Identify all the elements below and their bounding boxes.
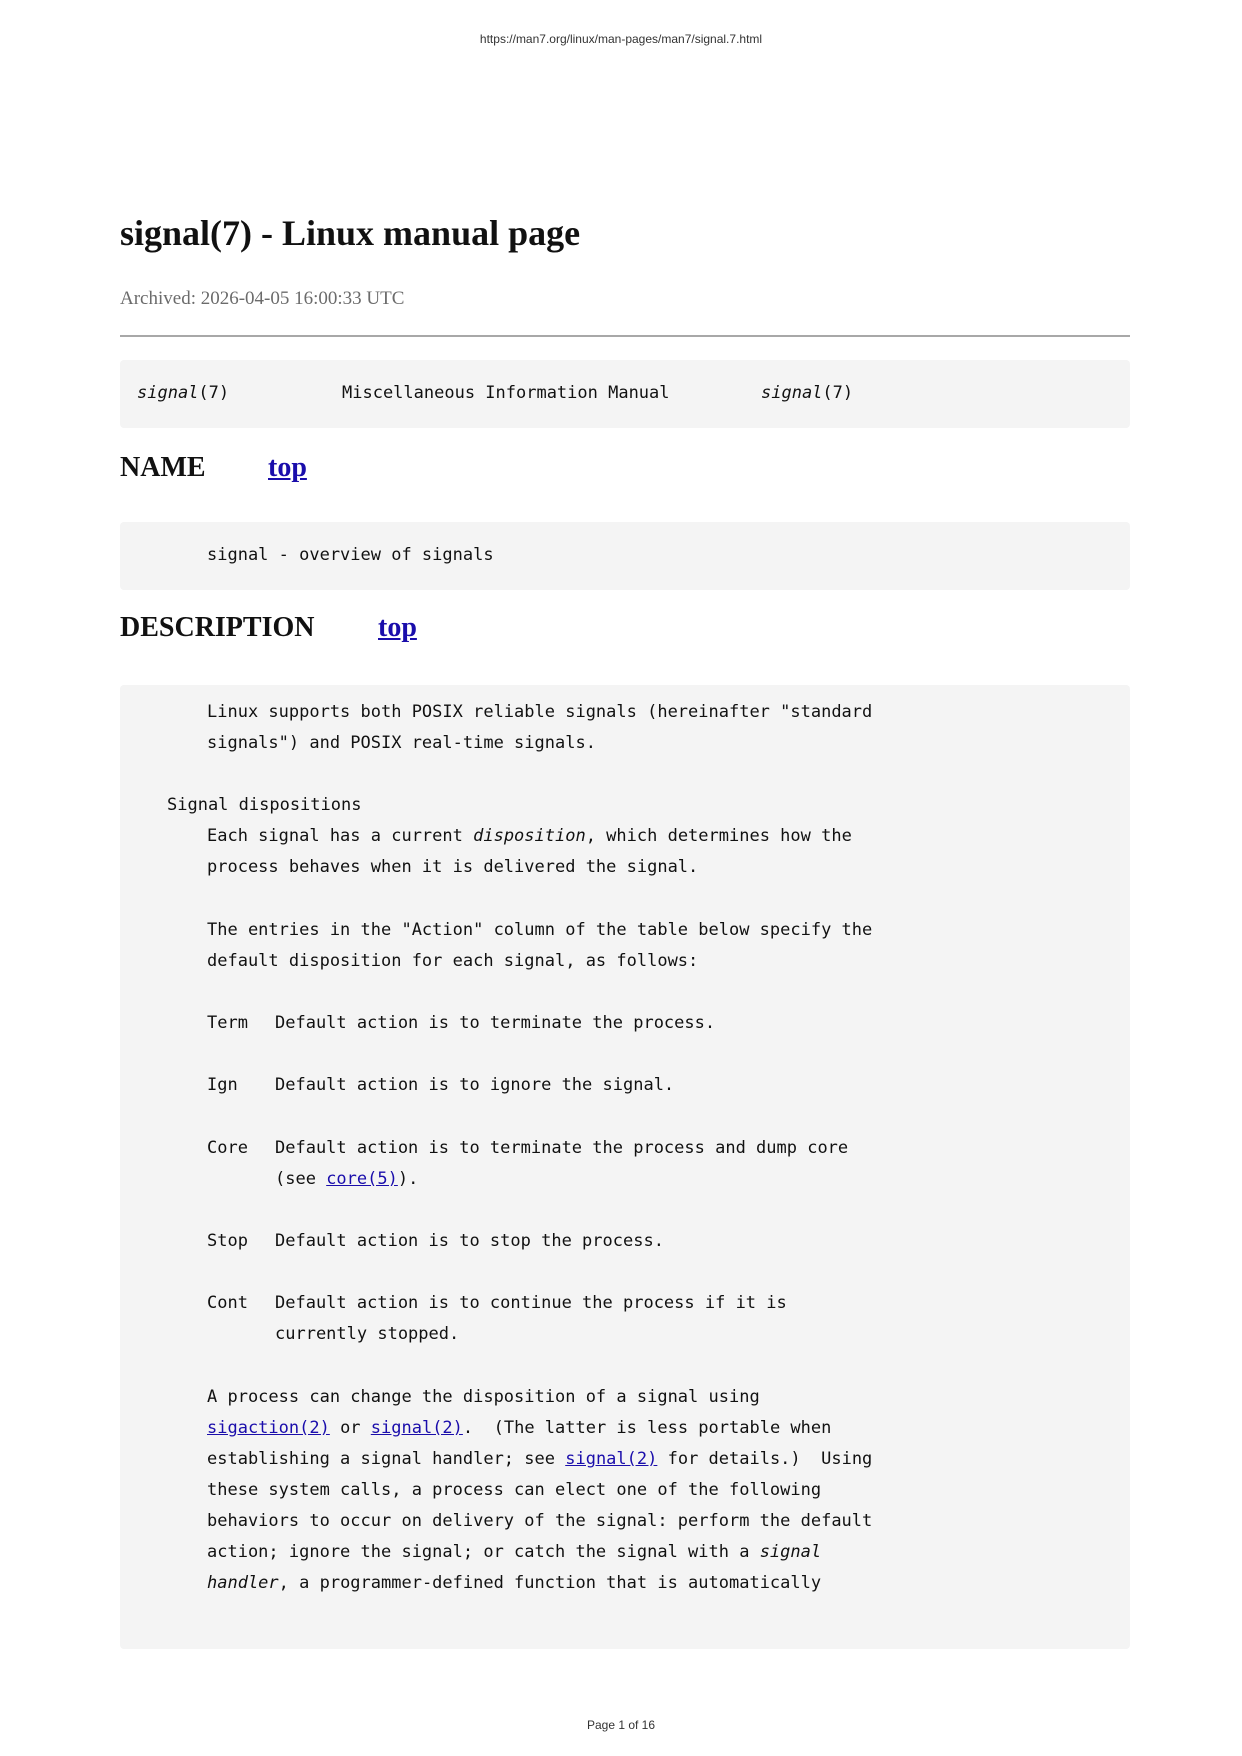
core-5-link[interactable]: core(5) [326,1169,398,1189]
desc-line: process behaves when it is delivered the signal. [207,857,699,877]
description-section [120,685,1130,1649]
desc-line [207,1568,821,1599]
action-text-core-see [275,1164,418,1195]
action-text-term: Default action is to terminate the process. [275,1013,716,1033]
desc-text: or [329,1418,371,1438]
action-key-stop: Stop [207,1231,248,1251]
desc-text: , a programmer-defined function that is automatically [278,1573,822,1593]
section-heading-name: NAME [120,452,206,483]
desc-text: for details.) Using [657,1449,873,1469]
action-key-core: Core [207,1138,248,1158]
description-top-link[interactable]: top [378,612,417,643]
divider [120,335,1130,337]
desc-emphasis: signal [759,1542,822,1562]
header-right-section: (7) [822,383,854,403]
desc-text: action; ignore the signal; or catch the signal with a [207,1542,760,1562]
archived-timestamp: Archived: 2026-04-05 16:00:33 UTC [120,288,405,309]
header-left-section: (7) [198,383,230,403]
header-left [137,383,229,403]
desc-line [207,821,852,852]
action-text-stop: Default action is to stop the process. [275,1231,664,1251]
action-text-cont: Default action is to continue the process if it is [275,1293,787,1313]
name-top-link[interactable]: top [268,452,307,483]
action-key-term: Term [207,1013,248,1033]
desc-line [207,1444,872,1475]
action-text-cont-2: currently stopped. [275,1324,460,1344]
desc-line: Linux supports both POSIX reliable signals (hereinafter "standard [207,702,873,722]
desc-line: default disposition for each signal, as follows: [207,951,699,971]
action-key-ign: Ign [207,1075,238,1095]
header-left-name: signal [137,383,199,403]
header-right-name: signal [761,383,823,403]
desc-emphasis: disposition [473,826,586,846]
desc-line: signals") and POSIX real-time signals. [207,733,596,753]
name-text: signal - overview of signals [207,545,494,565]
action-text-ign: Default action is to ignore the signal. [275,1075,675,1095]
desc-line: behaviors to occur on delivery of the signal: perform the default [207,1511,873,1531]
signal-2-link[interactable]: signal(2) [370,1418,463,1438]
desc-text: . (The latter is less portable when [462,1418,832,1438]
desc-text: Each signal has a current [207,826,474,846]
desc-text: establishing a signal handler; see [207,1449,566,1469]
page-number: Page 1 of 16 [586,1718,656,1732]
desc-line: A process can change the disposition of a signal using [207,1387,760,1407]
page-url: https://man7.org/linux/man-pages/man7/signal.7.html [479,32,763,46]
header-right [761,383,853,403]
desc-emphasis: handler [207,1573,279,1593]
signal-2-link-second[interactable]: signal(2) [565,1449,658,1469]
header-center: Miscellaneous Information Manual [342,383,670,403]
man-header [120,360,1130,428]
desc-text: ). [397,1169,419,1189]
page-title: signal(7) - Linux manual page [120,213,581,253]
desc-line: these system calls, a process can elect one of the following [207,1480,822,1500]
desc-line [207,1537,821,1568]
desc-line [207,1413,831,1444]
desc-line: The entries in the "Action" column of the table below specify the [207,920,873,940]
action-key-cont: Cont [207,1293,248,1313]
subheading-signal-dispositions: Signal dispositions [167,795,362,815]
sigaction-2-link[interactable]: sigaction(2) [207,1418,330,1438]
desc-text: (see [275,1169,327,1189]
desc-text: , which determines how the [585,826,852,846]
name-section [120,522,1130,590]
action-text-core: Default action is to terminate the process and dump core [275,1138,849,1158]
section-heading-description: DESCRIPTION [120,612,315,643]
